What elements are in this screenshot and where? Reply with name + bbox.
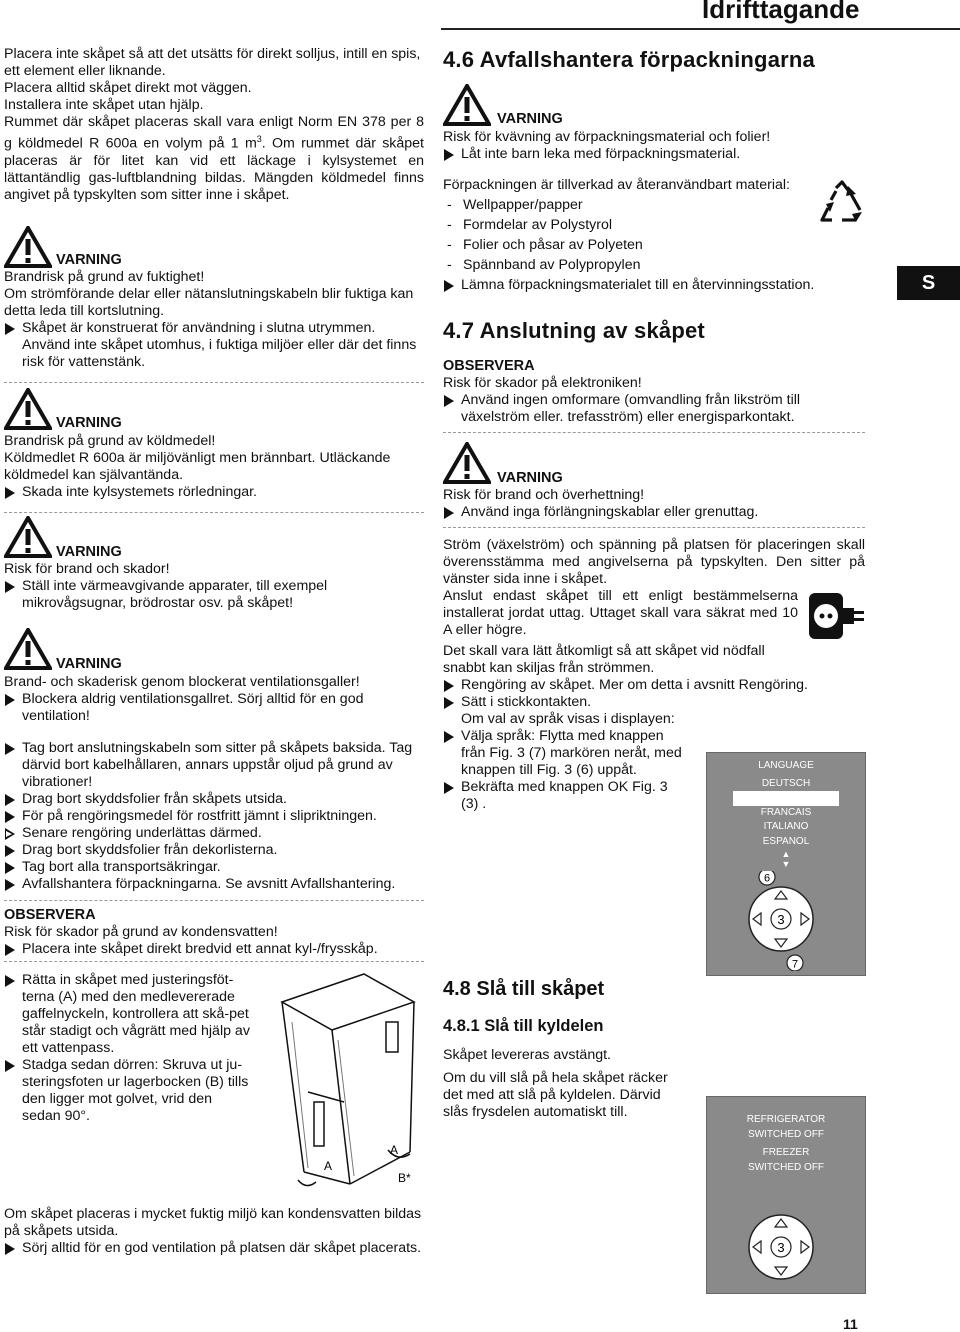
- page-number: 11: [843, 1316, 858, 1332]
- recycle-icon: [818, 180, 866, 226]
- btn-3-label: 3: [777, 1240, 785, 1255]
- bullet: Bekräfta med knappen OK Fig. 3 (3) .: [443, 779, 686, 813]
- display-panel-off: [706, 1096, 866, 1294]
- warning-label: VARNING: [56, 544, 122, 560]
- bullet: Använd inga förlängningskablar eller grenuttag.: [443, 504, 865, 521]
- heading-4-8: 4.8 Slå till skåpet: [443, 978, 605, 1000]
- step: Tag bort anslutningskabeln som sitter på skåpets baksida. Tag därvid bort kabelhållaren, annars uppstår oljud på grund av vibrationer!: [4, 740, 424, 791]
- step: Stadga sedan dörren: Skruva ut ju-steringsfoten ur lagerbocken (B) tills den ligger mot golvet, vrid den sedan 90°.: [4, 1057, 254, 1125]
- step: Drag bort skyddsfolier från dekorlisterna.: [4, 842, 424, 859]
- humid-block: [4, 1206, 424, 1257]
- display-line: LANGUAGE: [758, 760, 814, 771]
- display-line: FRANCAIS: [760, 806, 812, 818]
- divider: [4, 512, 424, 513]
- warning-icon: [4, 516, 52, 558]
- switch-on-text: [443, 1047, 688, 1121]
- note-block: [4, 907, 424, 958]
- paragraph: Anslut endast skåpet till ett enligt bestämmelserna installerat jordat uttag. Uttaget skall vara säkrat med 10 A eller högre.: [443, 588, 798, 638]
- power-plug-icon: [808, 592, 866, 640]
- nav-pad: [737, 1213, 837, 1293]
- figure-label: B*: [398, 1171, 411, 1185]
- figure-label: A: [390, 1143, 399, 1157]
- humid-text: Om skåpet placeras i mycket fuktig miljö kan kondensvatten bildas på skåpets utsida.: [4, 1206, 422, 1239]
- step: Drag bort skyddsfolier från skåpets utsida.: [4, 791, 424, 808]
- step-result: Senare rengöring underlättas därmed.: [4, 825, 424, 842]
- divider: [443, 527, 865, 528]
- adjust-list: [4, 972, 254, 1125]
- warning-label: VARNING: [56, 252, 122, 268]
- warning-risk: Brandrisk på grund av fuktighet!: [4, 269, 205, 285]
- paragraph: Om du vill slå på hela skåpet räcker det med att slå på kyldelen. Därvid slås frysdelen automatiskt till.: [443, 1070, 668, 1120]
- intro-line: Placera alltid skåpet direkt mot väggen.: [4, 80, 252, 96]
- heading-4-7: 4.7 Anslutning av skåpet: [443, 318, 705, 343]
- heading-4-6: 4.6 Avfallshantera förpackningarna: [443, 47, 815, 72]
- paragraph: Om val av språk visas i displayen:: [461, 711, 675, 727]
- note-risk: Risk för skador på elektroniken!: [443, 375, 642, 391]
- warning-icon: [4, 388, 52, 430]
- warning-icon: [4, 628, 52, 670]
- bullet: Blockera aldrig ventilationsgallret. Sörj alltid för en god ventilation!: [4, 691, 424, 725]
- btn-3-label: 3: [777, 912, 785, 927]
- warning-risk: Brandrisk på grund av köldmedel!: [4, 433, 216, 449]
- warning-risk: Risk för brand och skador!: [4, 561, 170, 577]
- bullet: Sörj alltid för en god ventilation på platsen där skåpet placerats.: [4, 1240, 424, 1257]
- cabinet-figure: [268, 972, 424, 1192]
- note-label: OBSERVERA: [4, 907, 96, 923]
- step: Rätta in skåpet med justeringsföt-terna (A) med den medlevererade gaffelnyckeln, kontrollera att skå-pet står stadigt och vågrätt med hjälp av ett vattenpass.: [4, 972, 254, 1057]
- note-risk: Risk för skador på grund av kondensvatten!: [4, 924, 278, 940]
- display-line: ITALIANO: [763, 821, 809, 832]
- divider: [4, 900, 424, 901]
- norm-paragraph: Rummet där skåpet placeras skall vara enligt Norm EN 378 per 8 g köldmedel R 600a en volym på 1 $m^3$. Om rummet där skåpet placeras är för litet kan vid ett läckage i kylsystemet en lättantändlig gas-luftblandning bildas. Mängden köldmedel finns angivet på typskylten som sitter inne i skåpet.: [4, 114, 425, 203]
- display-line: REFRIGERATOR: [746, 1114, 826, 1125]
- materials-block: [443, 177, 865, 294]
- material-item: - Folier och påsar av Polyeten: [443, 237, 865, 254]
- intro-line: Placera inte skåpet så att det utsätts för direkt solljus, intill en spis, ett element eller liknande.: [4, 46, 421, 79]
- bullet: Använd ingen omformare (omvandling från likström till växelström eller. trefasström) eller energisparkontakt.: [443, 392, 865, 426]
- display-line-selected: ENGLISH: [733, 791, 839, 806]
- display-line: ESPANOL: [762, 835, 810, 847]
- figure-label: A: [324, 1159, 333, 1173]
- bullet: Sätt i stickkontakten.: [443, 694, 865, 711]
- display-panel-language: [706, 752, 866, 976]
- material-item: - Wellpapper/papper: [443, 197, 865, 214]
- step: Avfallshantera förpackningarna. Se avsnitt Avfallshantering.: [4, 876, 424, 893]
- note-label: OBSERVERA: [443, 358, 535, 374]
- display-line: SWITCHED OFF: [747, 1128, 825, 1140]
- btn-7-label: 7: [791, 958, 799, 971]
- display-line: SWITCHED OFF: [747, 1161, 825, 1173]
- warning-icon: [443, 84, 491, 126]
- step: Tag bort alla transportsäkringar.: [4, 859, 424, 876]
- bullet: Placera inte skåpet direkt bredvid ett annat kyl-/frysskåp.: [4, 941, 424, 958]
- divider: [4, 382, 424, 383]
- display-line: DEUTSCH: [761, 777, 811, 789]
- bullet: Låt inte barn leka med förpackningsmaterial.: [443, 146, 865, 163]
- left-intro: [4, 46, 424, 204]
- material-item: - Spännband av Polypropylen: [443, 257, 865, 274]
- step: För på rengöringsmedel för rostfritt jämnt i slipriktningen.: [4, 808, 424, 825]
- note-block: [443, 358, 865, 426]
- paragraph: Ström (växelström) och spänning på platsen för placeringen skall överensstämma med angivelserna på typskylten. Den sitter på vänster sida inne i skåpet.: [443, 537, 865, 587]
- materials-intro: Förpackningen är tillverkad av återanvändbart material:: [443, 177, 790, 193]
- warning-risk: Risk för kvävning av förpackningsmaterial och folier!: [443, 129, 771, 145]
- warning-label: VARNING: [497, 470, 563, 486]
- intro-line: Installera inte skåpet utan hjälp.: [4, 97, 204, 113]
- warning-label: VARNING: [56, 656, 122, 672]
- material-item: - Formdelar av Polystyrol: [443, 217, 865, 234]
- bullet: Välja språk: Flytta med knappen från Fig. 3 (7) markören neråt, med knappen till Fig. 3 (6) uppåt.: [443, 728, 686, 779]
- btn-6-label: 6: [763, 872, 771, 885]
- header-rule: [441, 28, 960, 30]
- warning-risk: Risk för brand och överhettning!: [443, 487, 645, 503]
- section-title: Idrifttagande: [702, 0, 860, 24]
- heading-4-8-1: 4.8.1 Slå till kyldelen: [443, 1017, 604, 1035]
- scroll-indicator-icon: ▲ ▼: [781, 849, 791, 869]
- warning-label: VARNING: [497, 111, 563, 127]
- warning-icon: [443, 442, 491, 484]
- language-tab: S: [897, 266, 960, 300]
- steps-list: [4, 740, 424, 893]
- warning-icon: [4, 226, 52, 268]
- nav-pad: [737, 871, 837, 971]
- bullet: Rengöring av skåpet. Mer om detta i avsnitt Rengöring.: [443, 677, 865, 694]
- warning-text: Köldmedlet R 600a är miljövänligt men brännbart. Utläckande köldmedel kan självantända.: [4, 450, 391, 483]
- divider: [4, 961, 424, 962]
- paragraph: Det skall vara lätt åtkomligt så att skåpet vid nödfall snabbt kan skiljas från strömmen.: [443, 643, 765, 676]
- warning-text: Om strömförande delar eller nätanslutningskabeln blir fuktiga kan detta leda till kortslutning.: [4, 286, 414, 319]
- bullet: Ställ inte värmeavgivande apparater, till exempel mikrovågsugnar, brödrostar osv. på skåpet!: [4, 578, 424, 612]
- display-line: FREEZER: [762, 1147, 810, 1158]
- bullet: Skada inte kylsystemets rörledningar.: [4, 484, 424, 501]
- bullet: Lämna förpackningsmaterialet till en återvinningsstation.: [443, 277, 865, 294]
- bullet: Skåpet är konstruerat för användning i slutna utrymmen. Använd inte skåpet utomhus, i fuktiga miljöer eller där det finns risk för vattenstänk.: [4, 320, 424, 371]
- warning-risk: Brand- och skaderisk genom blockerat ventilationsgaller!: [4, 674, 360, 690]
- divider: [443, 432, 865, 433]
- paragraph: Skåpet levereras avstängt.: [443, 1047, 611, 1063]
- warning-label: VARNING: [56, 415, 122, 431]
